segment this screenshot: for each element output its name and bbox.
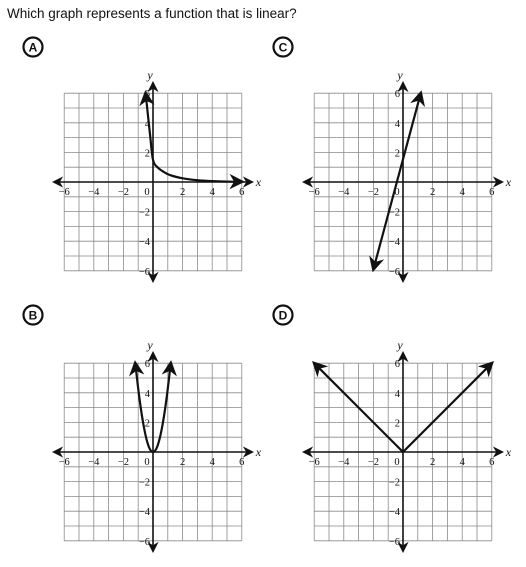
x-tick-label: 4 [209,457,215,468]
x-tick-label: 4 [459,187,465,198]
option-badge-c[interactable] [274,38,293,57]
y-axis-label: y [397,68,403,83]
y-tick-label: 6 [144,359,150,371]
option-letter: B [28,308,38,323]
x-tick-label: 2 [429,457,436,468]
y-tick-label: 2 [144,148,150,160]
x-axis-label: x [505,175,512,189]
x-tick-label: 2 [179,457,186,468]
x-tick-label: −4 [338,457,350,468]
x-tick-label: 4 [459,457,465,468]
y-axis-label: y [147,68,153,83]
x-tick-label: −4 [338,187,350,198]
x-axis-label: x [505,445,512,459]
y-axis-label: y [147,338,153,353]
x-tick-label: −6 [308,187,320,198]
x-tick-label: 0 [394,457,400,468]
option-letter: D [278,308,288,323]
x-tick-label: −4 [88,457,100,468]
x-tick-label: 0 [144,187,150,198]
y-tick-label: 6 [394,359,400,371]
x-tick-label: 6 [489,187,495,198]
x-tick-label: 6 [239,457,245,468]
y-tick-label: −4 [388,507,400,519]
y-tick-label: 4 [394,388,400,400]
y-tick-label: −6 [388,266,400,278]
y-tick-label: −4 [388,237,400,249]
graph-c[interactable] [274,38,512,281]
x-tick-label: −2 [117,457,129,468]
x-tick-label: 4 [209,187,215,198]
x-tick-label: −6 [308,457,320,468]
option-letter: A [28,40,38,55]
y-tick-label: 2 [394,148,400,160]
y-tick-label: −2 [388,477,400,489]
option-badge-b[interactable] [24,306,43,325]
x-tick-label: −4 [88,187,100,198]
y-tick-label: −6 [138,536,150,548]
y-tick-label: −2 [388,207,400,219]
option-letter: C [278,40,288,55]
y-tick-label: 4 [144,388,150,400]
x-axis-label: x [255,445,262,459]
y-tick-label: 4 [144,118,150,130]
y-tick-label: 4 [394,118,400,130]
x-tick-label: 2 [179,187,186,198]
x-tick-label: −6 [58,187,70,198]
y-tick-label: 2 [144,418,150,430]
y-tick-label: −6 [138,266,150,278]
x-axis-label: x [255,175,262,189]
y-tick-label: −2 [138,477,150,489]
question-text: Which graph represents a function that is linear? [7,6,297,21]
option-badge-a[interactable] [24,38,43,57]
x-tick-label: 6 [239,187,245,198]
x-tick-label: 0 [394,187,400,198]
y-tick-label: 6 [394,89,400,101]
graph-d[interactable] [274,306,512,551]
x-tick-label: −6 [58,457,70,468]
y-tick-label: −6 [388,536,400,548]
graph-b[interactable] [24,306,262,551]
y-tick-label: −4 [138,237,150,249]
y-axis-label: y [397,338,403,353]
x-tick-label: 2 [429,187,436,198]
x-tick-label: 6 [489,457,495,468]
graph-a[interactable] [24,38,262,281]
y-tick-label: 2 [394,418,400,430]
y-tick-label: 6 [144,89,150,101]
y-tick-label: −2 [138,207,150,219]
y-tick-label: −4 [138,507,150,519]
x-tick-label: −2 [367,457,379,468]
x-tick-label: −2 [367,187,379,198]
x-tick-label: −2 [117,187,129,198]
option-badge-d[interactable] [274,306,293,325]
x-tick-label: 0 [144,457,150,468]
